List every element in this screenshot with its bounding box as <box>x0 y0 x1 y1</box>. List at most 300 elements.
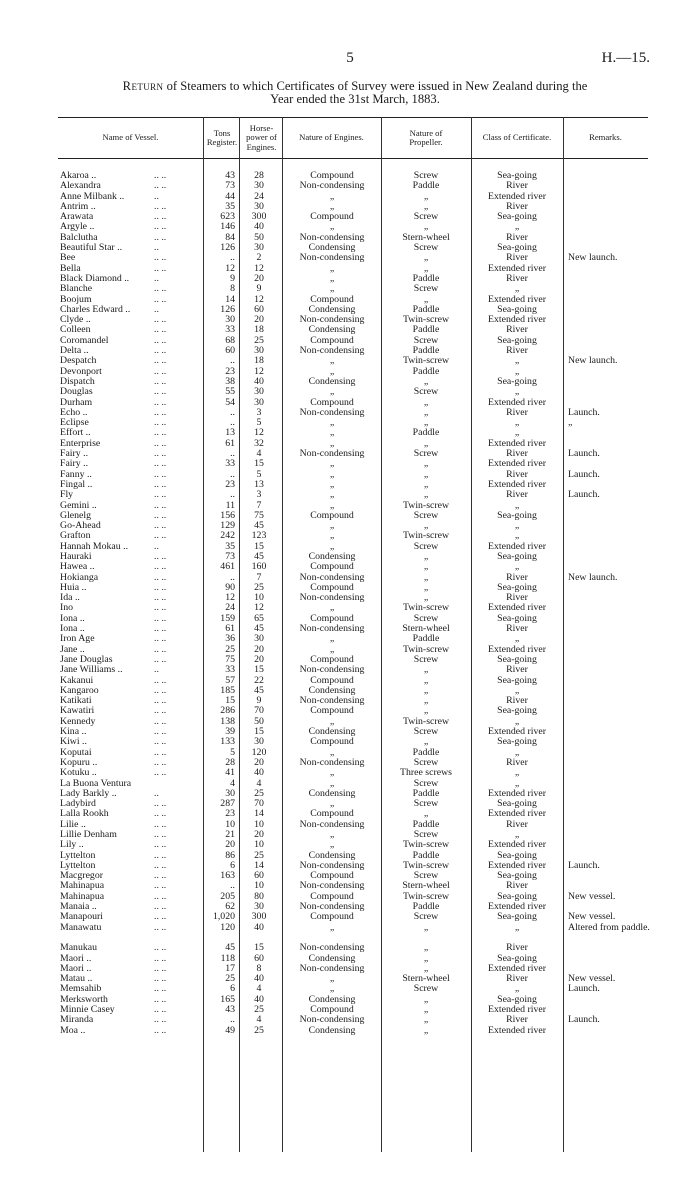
horse-power: 45 <box>254 550 264 562</box>
table-row <box>58 459 648 469</box>
engine-nature: „ <box>329 643 335 655</box>
header-horse-power: Horse-power of Engines. <box>246 122 277 152</box>
vessel-name: Fairy .. <box>60 448 89 460</box>
vessel-name: Alexandra <box>60 180 101 192</box>
table-row <box>58 480 648 490</box>
propeller-nature: „ <box>423 252 429 264</box>
certificate-class: „ <box>514 921 520 933</box>
propeller-nature: Screw <box>413 798 439 810</box>
tons-register: 28 <box>225 756 235 768</box>
header-class: Class of Certificate. <box>482 132 552 143</box>
certificate-class: River <box>506 231 528 243</box>
leader-dots: .. .. <box>154 221 167 233</box>
leader-dots: .. .. <box>154 921 167 933</box>
certificate-class: River <box>506 324 528 336</box>
certificate-class: Extended river <box>488 859 546 871</box>
propeller-nature: Screw <box>413 911 439 923</box>
horse-power: 15 <box>254 942 264 954</box>
propeller-nature: Twin-screw <box>402 839 450 851</box>
propeller-nature: Screw <box>413 170 439 181</box>
leader-dots: .. .. <box>154 200 167 212</box>
certificate-class: River <box>506 180 528 192</box>
engine-nature: „ <box>329 777 335 789</box>
propeller-nature: Screw <box>413 612 439 624</box>
tons-register: .. <box>230 1014 235 1026</box>
engine-nature: Compound <box>310 870 354 882</box>
leader-dots: .. .. <box>154 180 167 192</box>
certificate-class: Sea-going <box>497 849 537 861</box>
leader-dots: .. .. <box>154 458 167 470</box>
vessel-name: Lilie .. <box>60 818 86 830</box>
propeller-nature: „ <box>423 674 429 686</box>
engine-nature: „ <box>329 715 335 727</box>
propeller-nature: „ <box>423 942 429 954</box>
tons-register: 6 <box>230 859 235 871</box>
tons-register: 126 <box>220 242 235 254</box>
vessel-name: Argyle .. <box>60 221 95 233</box>
certificate-class: „ <box>514 561 520 573</box>
horse-power: 60 <box>254 952 264 964</box>
tons-register: 10 <box>225 818 235 830</box>
vessel-name: Dispatch <box>60 375 95 387</box>
vessel-name: Ino <box>60 602 74 614</box>
vessel-name: La Buona Ventura <box>60 777 132 789</box>
propeller-nature: „ <box>423 921 429 933</box>
certificate-class: Extended river <box>488 839 546 851</box>
vessel-name: Fly <box>60 489 74 501</box>
leader-dots: .. .. <box>154 211 167 223</box>
leader-dots: .. .. <box>154 839 167 851</box>
propeller-nature: Screw <box>413 829 439 840</box>
leader-dots: .. .. <box>154 798 167 810</box>
engine-nature: Non-condensing <box>299 880 365 892</box>
engine-nature: „ <box>329 468 335 480</box>
engine-nature: „ <box>329 386 335 398</box>
propeller-nature: Screw <box>413 540 439 552</box>
certificate-class: Extended river <box>488 901 546 913</box>
leader-dots: .. .. <box>154 334 167 346</box>
engine-nature: Non-condensing <box>299 448 365 460</box>
engine-nature: „ <box>329 365 335 377</box>
leader-dots: .. .. <box>154 561 167 573</box>
tons-register: 17 <box>225 962 235 974</box>
propeller-nature: „ <box>423 1004 429 1016</box>
engine-nature: Non-condensing <box>299 962 365 974</box>
vessel-name: Kotuku .. <box>60 767 97 779</box>
leader-dots: .. .. <box>154 571 167 583</box>
horse-power: 20 <box>254 643 264 655</box>
leader-dots: .. .. <box>154 653 167 665</box>
propeller-nature: „ <box>423 561 429 573</box>
propeller-nature: „ <box>423 190 429 202</box>
horse-power: 10 <box>254 592 264 604</box>
certificate-class: River <box>506 345 528 357</box>
table-row <box>58 449 648 459</box>
certificate-class: „ <box>514 983 520 995</box>
title-line-2: Year ended the 31st March, 1883. <box>270 92 440 106</box>
certificate-class: „ <box>514 386 520 398</box>
tons-register: 25 <box>225 973 235 985</box>
table-title <box>62 80 648 106</box>
horse-power: 4 <box>256 983 262 995</box>
table-row <box>58 356 648 366</box>
propeller-nature: „ <box>423 952 429 964</box>
table-row <box>58 531 648 541</box>
engine-nature: „ <box>329 499 335 511</box>
vessel-name: Lyttelton <box>60 859 96 871</box>
tons-register: .. <box>230 417 235 429</box>
engine-nature: Non-condensing <box>299 180 365 192</box>
propeller-nature: Screw <box>413 448 439 460</box>
horse-power: 15 <box>254 664 264 676</box>
tons-register: 287 <box>220 798 235 810</box>
horse-power: 14 <box>254 859 264 871</box>
table-row <box>58 408 648 418</box>
propeller-nature: „ <box>423 520 429 532</box>
certificate-class: River <box>506 468 528 480</box>
engine-nature: „ <box>329 200 335 212</box>
certificate-class: River <box>506 973 528 985</box>
vessel-name: Merksworth <box>60 993 108 1005</box>
certificate-class: River <box>506 448 528 460</box>
certificate-class: River <box>506 571 528 583</box>
propeller-nature: „ <box>423 695 429 707</box>
certificate-class: Extended river <box>488 437 546 449</box>
vessel-name: Hawea .. <box>60 561 95 573</box>
vessel-name: Iron Age <box>60 633 95 645</box>
leader-dots: .. .. <box>154 345 167 357</box>
certificate-class: Extended river <box>488 602 546 614</box>
leader-dots: .. .. <box>154 633 167 645</box>
engine-nature: „ <box>329 829 335 840</box>
leader-dots: .. .. <box>154 489 167 501</box>
certificate-class: Sea-going <box>497 653 537 665</box>
propeller-nature: Twin-screw <box>402 859 450 871</box>
horse-power: 25 <box>254 334 264 346</box>
horse-power: 30 <box>254 180 264 192</box>
vessel-name: Hokianga <box>60 571 99 583</box>
leader-dots: .. <box>154 540 159 552</box>
engine-nature: „ <box>329 767 335 779</box>
engine-nature: Condensing <box>308 303 356 315</box>
header-name: Name of Vessel. <box>102 132 159 143</box>
certificate-class: Extended river <box>488 293 546 305</box>
certificate-class: River <box>506 252 528 264</box>
horse-power: 2 <box>256 252 262 264</box>
propeller-nature: Screw <box>413 870 439 882</box>
vessel-name: Jane Williams .. <box>60 664 123 676</box>
leader-dots: .. .. <box>154 726 167 738</box>
propeller-nature: Twin-screw <box>402 643 450 655</box>
tons-register: .. <box>230 252 235 264</box>
tons-register: 118 <box>220 952 235 964</box>
horse-power: 3 <box>256 406 262 418</box>
certificate-class: „ <box>514 365 520 377</box>
engine-nature: Condensing <box>308 324 356 336</box>
leader-dots: .. .. <box>154 746 167 758</box>
certificate-class: Sea-going <box>497 375 537 387</box>
propeller-nature: „ <box>423 684 429 696</box>
propeller-nature: „ <box>423 437 429 449</box>
propeller-nature: Paddle <box>412 180 440 192</box>
leader-dots: .. .. <box>154 530 167 542</box>
leader-dots: .. .. <box>154 818 167 830</box>
tons-register: 35 <box>225 540 235 552</box>
propeller-nature: Twin-screw <box>402 715 450 727</box>
engine-nature: „ <box>329 839 335 851</box>
vessel-name: Miranda <box>60 1014 94 1026</box>
vessel-name: Manawatu <box>60 921 102 933</box>
vessel-name: Black Diamond .. <box>60 272 130 284</box>
horse-power: 5 <box>256 417 262 429</box>
vessel-name: Lily .. <box>60 839 84 851</box>
leader-dots: .. .. <box>154 684 167 696</box>
propeller-nature: Twin-screw <box>402 602 450 614</box>
remarks: New vessel. <box>568 973 616 985</box>
tons-register: 38 <box>225 375 235 387</box>
vessel-name: Boojum <box>60 293 92 305</box>
certificate-class: River <box>506 272 528 284</box>
leader-dots: .. .. <box>154 993 167 1005</box>
tons-register: 165 <box>220 993 235 1005</box>
horse-power: 5 <box>256 468 262 480</box>
leader-dots: .. .. <box>154 550 167 562</box>
certificate-class: River <box>506 756 528 768</box>
propeller-nature: „ <box>423 736 429 748</box>
tons-register: 9 <box>230 272 235 284</box>
table-row <box>58 264 648 274</box>
certificate-class: Sea-going <box>497 993 537 1005</box>
certificate-class: River <box>506 406 528 418</box>
tons-register: 49 <box>225 1024 235 1036</box>
table-row <box>58 490 648 500</box>
horse-power: 300 <box>251 211 267 223</box>
vessel-name: Koputai <box>60 746 92 758</box>
certificate-class: „ <box>514 499 520 511</box>
vessel-name: Matau .. <box>60 973 93 985</box>
leader-dots: .. .. <box>154 427 167 439</box>
vessel-name: Eclipse <box>60 417 89 429</box>
tons-register: 61 <box>225 623 235 635</box>
leader-dots: .. .. <box>154 623 167 635</box>
horse-power: 15 <box>254 540 264 552</box>
horse-power: 4 <box>256 1014 262 1026</box>
tons-register: 84 <box>225 231 235 243</box>
remarks: Launch. <box>568 489 600 501</box>
engine-nature: Compound <box>310 561 354 573</box>
propeller-nature: „ <box>423 478 429 490</box>
tons-register: 6 <box>230 983 235 995</box>
engine-nature: Condensing <box>308 684 356 696</box>
leader-dots: .. .. <box>154 417 167 429</box>
tons-register: 23 <box>225 478 235 490</box>
table-row <box>58 274 648 284</box>
propeller-nature: „ <box>423 468 429 480</box>
propeller-nature: „ <box>423 200 429 212</box>
horse-power: 30 <box>254 736 264 748</box>
certificate-class: Sea-going <box>497 952 537 964</box>
vessel-name: Clyde .. <box>60 314 91 326</box>
leader-dots: .. .. <box>154 643 167 655</box>
remarks: Launch. <box>568 406 600 418</box>
certificate-class: „ <box>514 777 520 789</box>
vessel-name: Bella <box>60 262 81 274</box>
horse-power: 18 <box>254 324 264 336</box>
tons-register: 55 <box>225 386 235 398</box>
propeller-nature: „ <box>423 458 429 470</box>
remarks: „ <box>568 417 573 429</box>
certificate-class: Extended river <box>488 190 546 202</box>
certificate-class: River <box>506 489 528 501</box>
engine-nature: Non-condensing <box>299 942 365 954</box>
tons-register: 126 <box>220 303 235 315</box>
leader-dots: .. .. <box>154 911 167 923</box>
engine-nature: „ <box>329 283 335 295</box>
propeller-nature: Twin-screw <box>402 314 450 326</box>
tons-register: .. <box>230 468 235 480</box>
vessel-name: Bee <box>60 252 76 264</box>
certificate-class: Extended river <box>488 478 546 490</box>
tons-register: 45 <box>225 942 235 954</box>
propeller-nature: „ <box>423 581 429 593</box>
tons-register: .. <box>230 355 235 367</box>
table-row <box>58 789 648 799</box>
certificate-class: „ <box>514 767 520 779</box>
tons-register: 30 <box>225 787 235 799</box>
propeller-nature: Screw <box>413 777 439 789</box>
propeller-nature: Twin-screw <box>402 890 450 902</box>
tons-register: .. <box>230 448 235 460</box>
engine-nature: „ <box>329 973 335 985</box>
engine-nature: „ <box>329 530 335 542</box>
horse-power: 40 <box>254 973 264 985</box>
remarks: New launch. <box>568 252 618 264</box>
leader-dots: .. .. <box>154 355 167 367</box>
vessel-name: Kangaroo <box>60 684 99 696</box>
vessel-name: Grafton <box>60 530 91 542</box>
tons-register: 35 <box>225 200 235 212</box>
vessel-name: Anne Milbank .. <box>60 190 125 202</box>
horse-power: 30 <box>254 386 264 398</box>
horse-power: 30 <box>254 633 264 645</box>
tons-register: 461 <box>220 561 235 573</box>
remarks: New launch. <box>568 571 618 583</box>
tons-register: 4 <box>230 777 235 789</box>
leader-dots: .. .. <box>154 808 167 820</box>
engine-nature: Condensing <box>308 993 356 1005</box>
tons-register: 39 <box>225 726 235 738</box>
header-remarks: Remarks. <box>589 132 622 143</box>
leader-dots: .. .. <box>154 437 167 449</box>
propeller-nature: Paddle <box>412 849 440 861</box>
propeller-nature: Paddle <box>412 901 440 913</box>
leader-dots: .. .. <box>154 293 167 305</box>
engine-nature: Non-condensing <box>299 571 365 583</box>
certificate-class: Sea-going <box>497 798 537 810</box>
certificate-class: River <box>506 880 528 892</box>
tons-register: 43 <box>225 170 235 181</box>
horse-power: 50 <box>254 231 264 243</box>
horse-power: 25 <box>254 787 264 799</box>
vessel-name: Douglas <box>60 386 93 398</box>
remarks: Launch. <box>568 983 600 995</box>
leader-dots: .. .. <box>154 509 167 521</box>
vessel-name: Mahinapua <box>60 880 105 892</box>
certificate-class: Sea-going <box>497 581 537 593</box>
engine-nature: „ <box>329 633 335 645</box>
horse-power: 70 <box>254 705 264 717</box>
horse-power: 300 <box>251 911 267 923</box>
horse-power: 12 <box>254 262 264 274</box>
engine-nature: Condensing <box>308 952 356 964</box>
tons-register: 5 <box>230 746 235 758</box>
propeller-nature: „ <box>423 571 429 583</box>
table-row <box>58 387 648 397</box>
certificate-class: „ <box>514 520 520 532</box>
engine-nature: Condensing <box>308 375 356 387</box>
tons-register: 43 <box>225 1004 235 1016</box>
certificate-class: River <box>506 592 528 604</box>
tons-register: 623 <box>220 211 235 223</box>
engine-nature: „ <box>329 540 335 552</box>
certificate-class: River <box>506 818 528 830</box>
certificate-class: Sea-going <box>497 211 537 223</box>
tons-register: .. <box>230 880 235 892</box>
certificate-class: River <box>506 1014 528 1026</box>
leader-dots: .. .. <box>154 406 167 418</box>
certificate-class: River <box>506 664 528 676</box>
horse-power: 7 <box>256 571 262 583</box>
leader-dots: .. .. <box>154 170 167 181</box>
title-lead: Return <box>122 79 164 93</box>
leader-dots: .. .. <box>154 736 167 748</box>
horse-power: 7 <box>256 499 262 511</box>
tons-register: 138 <box>220 715 235 727</box>
horse-power: 13 <box>254 478 264 490</box>
vessel-name: Minnie Casey <box>60 1004 115 1016</box>
tons-register: 185 <box>220 684 235 696</box>
tons-register: 62 <box>225 901 235 913</box>
propeller-nature: Screw <box>413 509 439 521</box>
remarks: Launch. <box>568 1014 600 1026</box>
vessel-name: Ladybird <box>60 798 96 810</box>
propeller-nature: „ <box>423 993 429 1005</box>
vessel-name: Ida .. <box>60 592 80 604</box>
vessel-name: Maori .. <box>60 962 92 974</box>
engine-nature: Condensing <box>308 787 356 799</box>
engine-nature: Non-condensing <box>299 664 365 676</box>
tons-register: 30 <box>225 314 235 326</box>
vessel-name: Jane Douglas <box>60 653 113 665</box>
engine-nature: Non-condensing <box>299 901 365 913</box>
propeller-nature: Stern-wheel <box>402 973 450 985</box>
horse-power: 24 <box>254 190 264 202</box>
horse-power: 30 <box>254 396 264 408</box>
propeller-nature: Screw <box>413 283 439 295</box>
tons-register: 1,020 <box>212 911 235 923</box>
vessel-name: Huia .. <box>60 581 87 593</box>
table-header <box>58 117 648 159</box>
vessel-name: Kawatiri <box>60 705 95 717</box>
certificate-class: „ <box>514 715 520 727</box>
tons-register: 146 <box>220 221 235 233</box>
engine-nature: Compound <box>310 211 354 223</box>
propeller-nature: Screw <box>413 983 439 995</box>
vessel-name: Kina .. <box>60 726 87 738</box>
horse-power: 40 <box>254 921 264 933</box>
vessel-name: Lalla Rookh <box>60 808 109 820</box>
engine-nature: „ <box>329 427 335 439</box>
